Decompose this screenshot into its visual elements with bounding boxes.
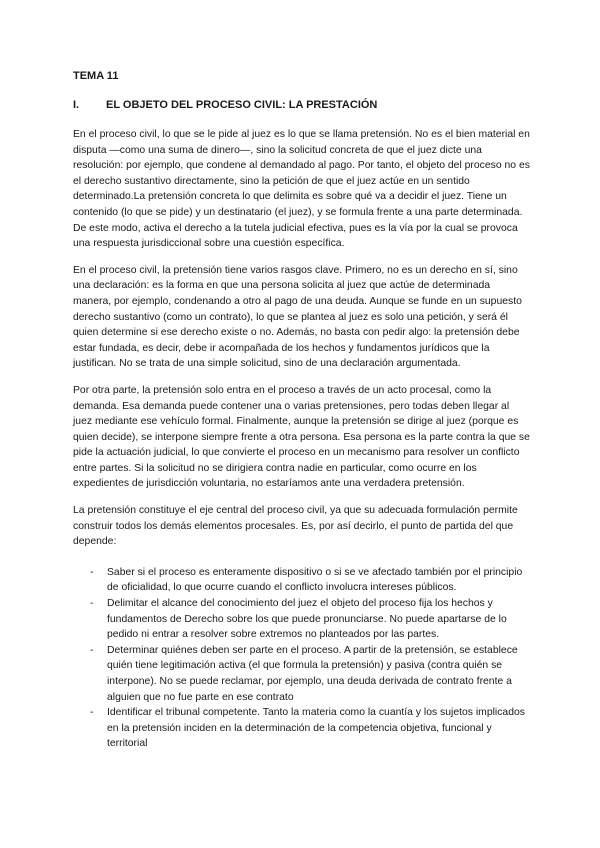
section-title: EL OBJETO DEL PROCESO CIVIL: LA PRESTACIÓN [106, 99, 378, 111]
list-item-text: Identificar el tribunal competente. Tanto la materia como la cuantía y los sujetos implicados en la pretensión inciden en la determinación de la competencia objetiva, funcional y territorial [107, 707, 525, 750]
list-item [73, 705, 531, 752]
list-item [73, 596, 531, 643]
section-number: I. [73, 99, 80, 111]
bullet-marker: - [90, 644, 94, 656]
dependency-list [73, 565, 531, 752]
paragraph-2: En el proceso civil, la pretensión tiene varios rasgos clave. Primero, no es un derecho en sí, sino una declaración: es la forma en que una persona solicita al juez que actúe de determinada manera, por ejemplo, condenando a otro al pago de una deuda. Aunque se funde en un supuesto derecho sustantivo (como un contrato), lo que se plantea al juez es solo una petición, y será él quien determine si ese derecho existe o no. Además, no basta con pedir algo: la pretensión debe estar fundada, es decir, debe ir acompañada de los hechos y fundamentos jurídicos que la justifican. No se trata de una simple solicitud, sino de una declaración argumentada. [73, 264, 522, 370]
section-heading [73, 99, 377, 111]
list-item-text: Delimitar el alcance del conocimiento del juez el objeto del proceso fija los hechos y fundamentos de Derecho sobre los que puede pronunciarse. No puede apartarse de lo pedido ni entrar a resolver sobre extremos no planteados por las partes. [107, 598, 507, 641]
bullet-marker: - [90, 598, 94, 610]
list-item-text: Determinar quiénes deben ser parte en el proceso. A partir de la pretensión, se establece quién tiene legitimación activa (el que formula la pretensión) y pasiva (contra quién se interpone). No se puede reclamar, por ejemplo, una deuda derivada de contrato frente a alguien que no fue parte en ese contrato [107, 644, 518, 703]
body-text [73, 127, 531, 752]
list-item [73, 565, 531, 596]
paragraph-1: En el proceso civil, lo que se le pide al juez es lo que se llama pretensión. No es el bien material en disputa —como una suma de dinero—, sino la solicitud concreta de que el juez dicte una resolución: por ejemplo, que condene al demandado al pago. Por tanto, el objeto del proceso no es el derecho sustantivo directamente, sino la petición de que el juez actúe en un sentido determinado.La pretensión concreta lo que delimita es sobre qué va a decidir el juez. Tiene un contenido (lo que se pide) y un destinatario (el juez), y se formula frente a una parte determinada. De este modo, activa el derecho a la tutela judicial efectiva, pues es la vía por la cual se provoca una respuesta jurisdiccional sobre una cuestión específica. [73, 129, 530, 250]
list-item-text: Saber si el proceso es enteramente dispositivo o si se ve afectado también por el principio de oficialidad, lo que ocurre cuando el conflicto involucra intereses públicos. [107, 566, 523, 594]
topic-heading: TEMA 11 [73, 70, 119, 82]
bullet-marker: - [90, 707, 94, 719]
bullet-marker: - [90, 566, 94, 578]
paragraph-3: Por otra parte, la pretensión solo entra en el proceso a través de un acto procesal, como la demanda. Esa demanda puede contener una o varias pretensiones, pero todas deben llegar al juez mediante ese vehículo formal. Finalmente, aunque la pretensión se dirige al juez (porque es quien decide), se interpone siempre frente a otra persona. Esa persona es la parte contra la que se pide la actuación judicial, lo que convierte el proceso en un mecanismo para resolver un conflicto entre partes. Si la solicitud no se dirigiera contra nadie en particular, como ocurre en los expedientes de jurisdicción voluntaria, no estaríamos ante una verdadera pretensión. [73, 384, 530, 490]
list-item [73, 643, 531, 705]
paragraph-4: La pretensión constituye el eje central del proceso civil, ya que su adecuada formulación permite construir todos los demás elementos procesales. Es, por así decirlo, el punto de partida del que depende: [73, 505, 518, 548]
